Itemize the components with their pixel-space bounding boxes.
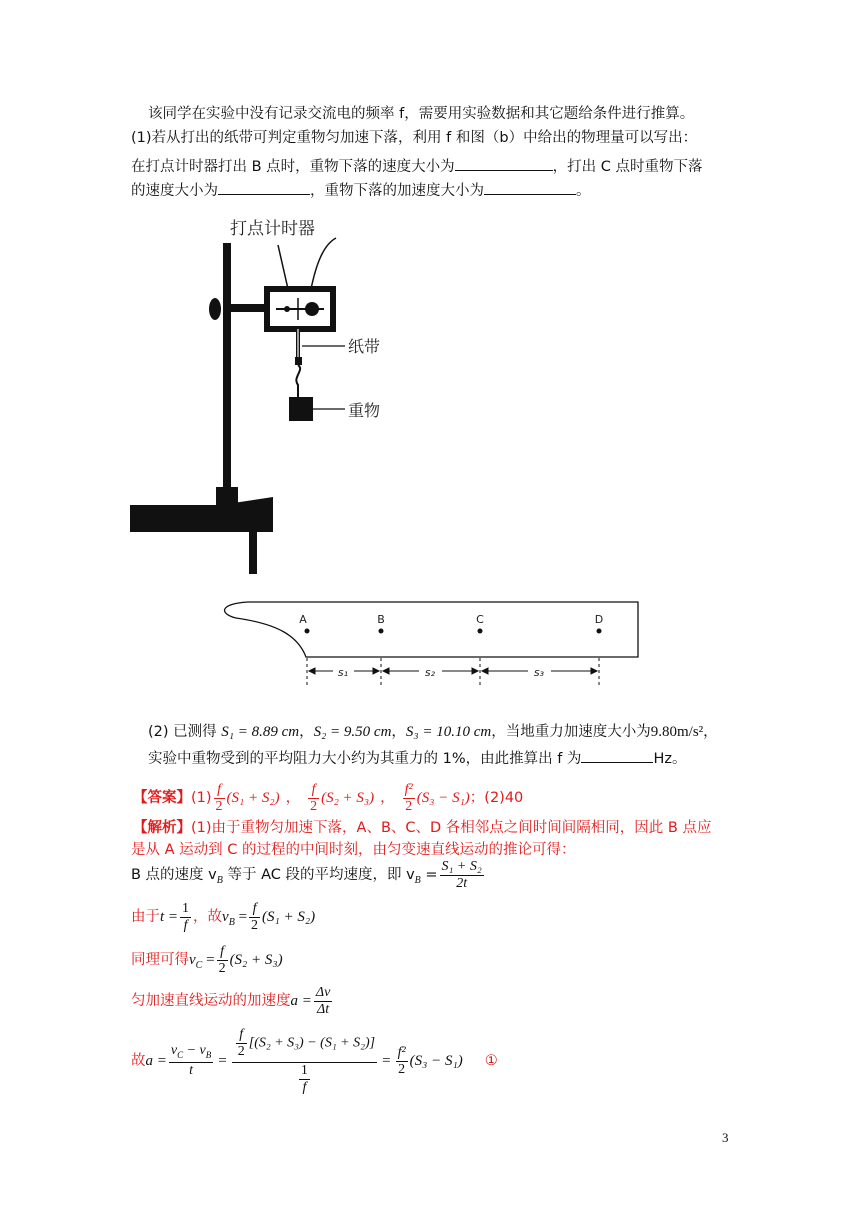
apparatus-figure <box>128 205 418 580</box>
point-label-b: B <box>377 613 385 626</box>
math: = <box>234 909 248 925</box>
frac-den <box>232 1063 377 1096</box>
segment-label-s3: s₃ <box>533 666 545 679</box>
analysis-text: (1)由于重物匀加速下落，A、B、C、D 各相邻点之间时间间隔相同，因此 B 点应 <box>191 820 712 836</box>
analysis-line2: 是从 A 运动到 C 的过程的中间时刻，由匀变速直线运动的推论可得： <box>131 842 576 858</box>
table-leg <box>249 532 257 574</box>
segment-label-s1: s₁ <box>337 666 349 679</box>
frac-den: 2 <box>398 1061 406 1077</box>
question-text: ，当地重力加速度大小为 <box>491 724 651 740</box>
segment-label-s2: s₂ <box>424 666 436 679</box>
answer-blank-f <box>581 748 653 763</box>
frac-den: 2 <box>251 917 259 933</box>
answer-line <box>133 780 523 816</box>
question-intro: 该同学在实验中没有记录交流电的频率 f，需要用实验数据和其它题给条件进行推算。 <box>148 106 695 122</box>
math: (S₁ + S₂) <box>262 909 316 925</box>
frac-den: Δt <box>317 1001 330 1017</box>
math: v <box>222 909 229 925</box>
page-number: 3 <box>722 1130 729 1145</box>
frac-num: f² <box>404 781 413 797</box>
answer-blank-vc <box>218 180 310 195</box>
question-part2-line2 <box>148 748 686 769</box>
frac-num: f² <box>397 1044 406 1060</box>
frac-num: Δv <box>315 984 331 1000</box>
analysis-line7 <box>131 1022 498 1100</box>
math: (S₂ + S₃) <box>229 952 283 968</box>
tape-outline <box>225 602 638 657</box>
answer-blank-a <box>484 180 576 195</box>
weight-block <box>289 397 313 421</box>
analysis-line5 <box>131 942 283 984</box>
subscript: B <box>205 1049 212 1060</box>
t-frac <box>180 901 191 934</box>
big-frac <box>232 1027 377 1096</box>
question-text: 在打点计时器打出 B 点时，重物下落的速度大小为 <box>131 159 455 175</box>
equation-marker: ① <box>484 1053 498 1069</box>
answer-part2: ；(2)40 <box>469 790 524 806</box>
tape-dot-c <box>478 629 483 634</box>
frac-num: f <box>217 944 228 961</box>
frac-num: f <box>214 782 225 799</box>
hook <box>296 365 300 397</box>
answer-frac <box>403 782 415 815</box>
math: t = <box>160 909 179 925</box>
answer-vc: (S₂ + S₃) <box>321 790 375 806</box>
math: a = <box>145 1053 167 1069</box>
question-part2-line1 <box>148 722 718 742</box>
frac-num: 1 <box>300 1062 308 1078</box>
point-label-d: D <box>594 613 604 626</box>
frac-num: S₁ + S₂ <box>441 858 482 874</box>
analysis-text: 同理可得 <box>131 952 189 968</box>
question-part1-line3 <box>131 180 591 201</box>
answer-frac <box>236 1027 247 1060</box>
frac-num <box>169 1043 213 1064</box>
stand-rod <box>223 243 231 493</box>
subscript: B <box>228 916 235 928</box>
analysis-text: = <box>420 867 438 883</box>
weight-label: 重物 <box>348 401 381 420</box>
question-part1-line2 <box>131 156 703 177</box>
analysis-text: 由于 <box>131 909 160 925</box>
vb-frac <box>440 859 484 892</box>
question-text: ，重物下落的加速度大小为 <box>310 183 484 199</box>
gravity-value: 9.80m/s² <box>650 724 704 740</box>
comma: ， <box>391 724 406 740</box>
question-text: (2) 已测得 <box>148 724 217 740</box>
subscript: C <box>177 1049 184 1060</box>
frac-num: f <box>249 901 260 918</box>
comma: ， <box>703 724 718 740</box>
math: a = <box>290 993 312 1009</box>
math: = <box>202 952 215 968</box>
analysis-line1 <box>133 818 711 838</box>
a-frac <box>314 985 332 1018</box>
point-label-c: C <box>476 613 484 626</box>
answer-frac <box>308 782 319 815</box>
tape-dot-d <box>597 629 602 634</box>
math: v <box>170 1042 178 1058</box>
tape-dot-a <box>305 629 310 634</box>
math: − v <box>183 1042 206 1058</box>
math: = <box>382 1053 391 1069</box>
frac-den: t <box>189 1063 194 1079</box>
question-part1-line1: (1)若从打出的纸带可判定重物匀加速下落，利用 f 和图（b）中给出的物理量可以写出： <box>131 130 698 146</box>
analysis-tag: 【解析】 <box>133 820 191 836</box>
analysis-text: B 点的速度 v <box>131 867 217 883</box>
s1-value: S₁ = 8.89 cm <box>221 724 300 740</box>
analysis-text: ，故 <box>193 909 223 925</box>
answer-frac <box>214 782 225 815</box>
clamp-arm <box>223 304 265 312</box>
analysis-line3 <box>131 858 486 898</box>
frac-den: 2 <box>405 798 413 814</box>
analysis-line6 <box>131 983 334 1019</box>
frac-den: f <box>183 917 188 933</box>
analysis-text: 匀加速直线运动的加速度 <box>131 993 291 1009</box>
analysis-line4 <box>131 899 315 941</box>
s3-value: S₃ = 10.10 cm <box>405 724 492 740</box>
s2-value: S₂ = 9.50 cm <box>313 724 392 740</box>
question-text: Hz。 <box>653 751 687 767</box>
wire <box>311 238 336 289</box>
subscript: C <box>195 959 203 971</box>
subscript: B <box>414 874 421 886</box>
frac-num: f <box>308 782 319 799</box>
analysis-text: 等于 AC 段的平均速度，即 v <box>222 867 415 883</box>
math: (S₃ − S₁) <box>409 1053 463 1069</box>
answer-vb: (S₁ + S₂) <box>226 790 280 806</box>
subscript: B <box>216 874 223 886</box>
answer-tag: 【答案】 <box>133 790 191 806</box>
tape-label: 纸带 <box>348 337 381 356</box>
answer-frac <box>249 901 260 934</box>
wire <box>278 245 288 289</box>
clamp-knob <box>209 298 221 320</box>
analysis-text: 故 <box>131 1053 146 1069</box>
question-text: ，打出 C 点时重物下落 <box>552 159 703 175</box>
answer-frac <box>217 944 228 977</box>
sep: ， <box>380 790 395 806</box>
question-text: 实验中重物受到的平均阻力大小约为其重力的 1%，由此推算出 f 为 <box>148 751 582 767</box>
question-text: 。 <box>576 183 591 199</box>
question-text: 的速度大小为 <box>131 183 218 199</box>
frac-den: 2 <box>237 1043 245 1059</box>
frac-num: 1 <box>182 900 190 916</box>
frac-den: 2t <box>456 875 468 891</box>
frac-den: 2 <box>218 960 226 976</box>
comma: ， <box>299 724 314 740</box>
answer-frac <box>396 1045 408 1078</box>
tape-dot-b <box>379 629 384 634</box>
math: = <box>218 1053 227 1069</box>
inverse-f-frac <box>299 1063 310 1096</box>
timer-label: 打点计时器 <box>230 219 315 239</box>
answer-a: (S₃ − S₁) <box>416 790 470 806</box>
frac-den: 2 <box>215 798 223 814</box>
answer-blank-vb <box>455 156 553 171</box>
point-label-a: A <box>299 613 307 626</box>
sep: ， <box>285 790 301 806</box>
frac-den: f <box>302 1079 307 1095</box>
frac-num <box>232 1027 377 1063</box>
math: v <box>189 952 196 968</box>
frac-num: f <box>236 1027 247 1044</box>
a-frac-vc-vb <box>169 1043 213 1080</box>
frac-den: 2 <box>310 798 318 814</box>
math: [(S₂ + S₃) − (S₁ + S₂)] <box>248 1035 376 1051</box>
answer-part1: (1) <box>191 790 212 806</box>
tape-figure <box>218 596 648 696</box>
